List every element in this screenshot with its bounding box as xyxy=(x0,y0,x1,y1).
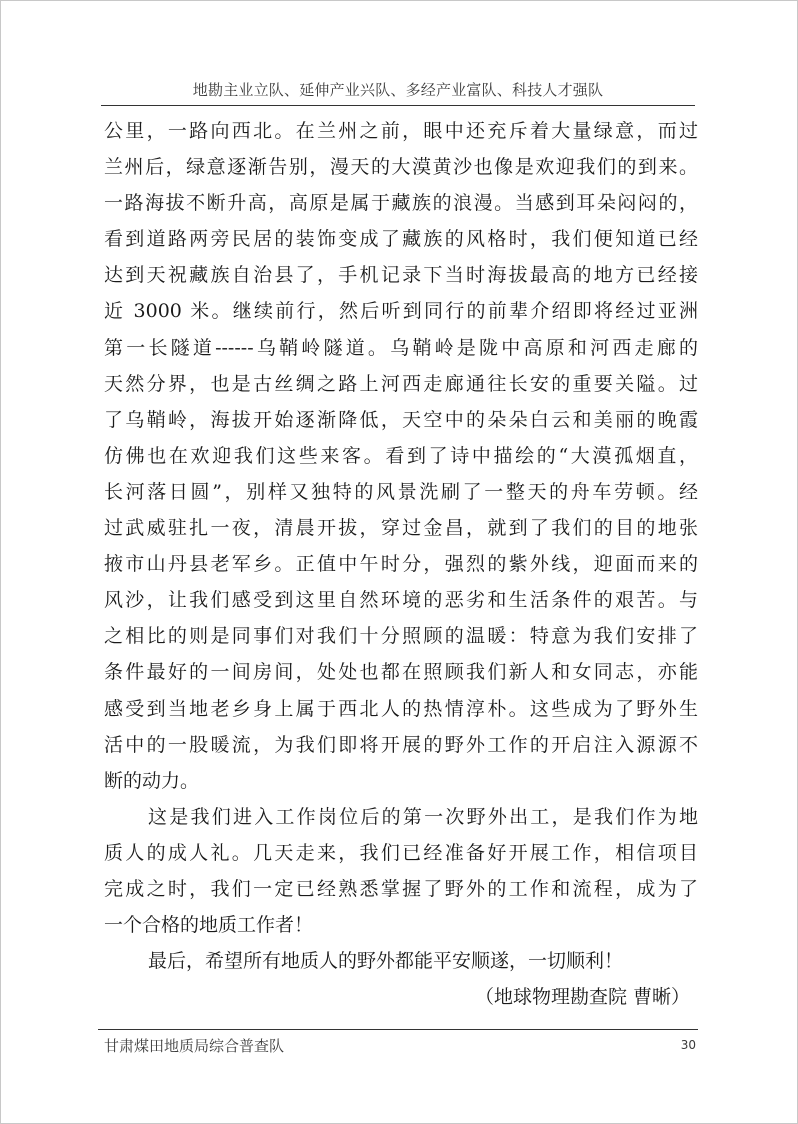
body-line: 仿佛也在欢迎我们这些来客。看到了诗中描绘的“大漠孤烟直， xyxy=(104,444,698,467)
header-divider xyxy=(101,105,695,106)
body-line: 天然分界，也是古丝绸之路上河西走廊通往长安的重要关隘。过 xyxy=(104,372,698,395)
body-line: 之相比的则是同事们对我们十分照顾的温暖：特意为我们安排了 xyxy=(104,625,698,648)
page-header-title: 地勘主业立队、延伸产业兴队、多经产业富队、科技人才强队 xyxy=(192,81,604,99)
author-signature: （地球物理勘查院 曹晰） xyxy=(474,986,690,1009)
body-line: 断的动力。 xyxy=(104,769,200,792)
body-line: 看到道路两旁民居的装饰变成了藏族的风格时，我们便知道已经 xyxy=(104,228,698,251)
footer-divider xyxy=(98,1029,698,1030)
body-line: 过武威驻扎一夜，清晨开拔，穿过金昌，就到了我们的目的地张 xyxy=(104,517,698,540)
page-number: 30 xyxy=(680,1038,696,1052)
body-line: 掖市山丹县老军乡。正值中午时分，强烈的紫外线，迎面而来的 xyxy=(104,553,698,576)
paragraph-line: 这是我们进入工作岗位后的第一次野外出工，是我们作为地 xyxy=(148,805,698,828)
body-line: 活中的一股暖流，为我们即将开展的野外工作的开启注入源源不 xyxy=(104,733,698,756)
body-line: 条件最好的一间房间，处处也都在照顾我们新人和女同志，亦能 xyxy=(104,661,698,684)
body-line: 感受到当地老乡身上属于西北人的热情淳朴。这些成为了野外生 xyxy=(104,697,698,720)
footer-organization: 甘肃煤田地质局综合普查队 xyxy=(104,1037,285,1055)
body-line: 达到天祝藏族自治县了，手机记录下当时海拔最高的地方已经接 xyxy=(104,264,698,287)
body-line: 长河落日圆”，别样又独特的风景洗刷了一整天的舟车劳顿。经 xyxy=(104,480,698,503)
body-line: 近 3000 米。继续前行，然后听到同行的前辈介绍即将经过亚洲 xyxy=(104,300,698,323)
paragraph-line: 完成之时，我们一定已经熟悉掌握了野外的工作和流程，成为了 xyxy=(104,877,698,900)
closing-line: 最后，希望所有地质人的野外都能平安顺遂，一切顺利！ xyxy=(148,950,624,973)
body-line: 了乌鞘岭，海拔开始逐渐降低，天空中的朵朵白云和美丽的晚霞 xyxy=(104,408,698,431)
body-line: 第一长隧道------乌鞘岭隧道。乌鞘岭是陇中高原和河西走廊的 xyxy=(104,336,698,359)
body-line: 兰州后，绿意逐渐告别，漫天的大漠黄沙也像是欢迎我们的到来。 xyxy=(104,156,698,179)
body-line: 公里，一路向西北。在兰州之前，眼中还充斥着大量绿意，而过 xyxy=(104,120,698,142)
article-body xyxy=(104,113,698,1015)
paragraph-line: 质人的成人礼。几天走来，我们已经准备好开展工作，相信项目 xyxy=(104,841,698,864)
paragraph-line: 一个合格的地质工作者！ xyxy=(104,914,314,937)
body-line: 一路海拔不断升高，高原是属于藏族的浪漫。当感到耳朵闷闷的， xyxy=(104,192,698,215)
body-line: 风沙，让我们感受到这里自然环境的恶劣和生活条件的艰苦。与 xyxy=(104,589,698,612)
